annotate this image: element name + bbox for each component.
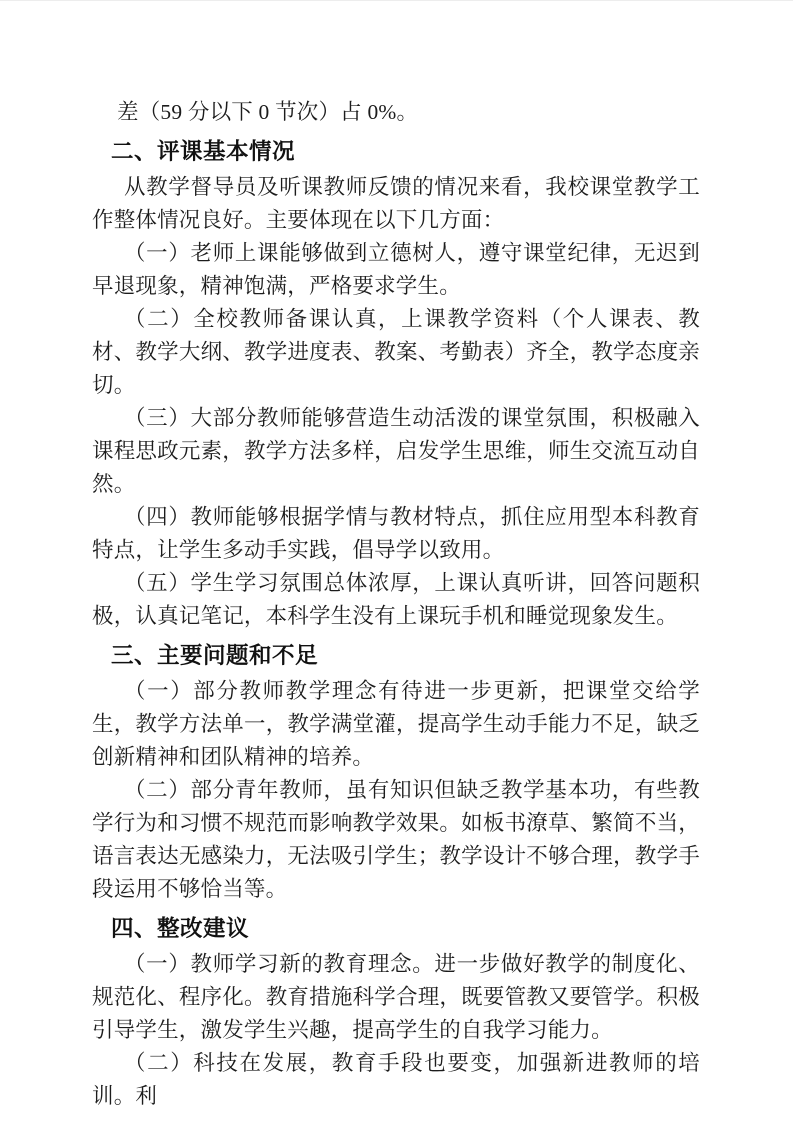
- paragraph-suggestion-2: （二）科技在发展，教育手段也要变，加强新进教师的培训。利: [92, 1051, 700, 1108]
- paragraph-score-distribution: 差（59 分以下 0 节次）占 0%。: [117, 100, 419, 124]
- section-heading-evaluation-overview: 二、评课基本情况: [111, 139, 296, 164]
- document-content: [92, 96, 700, 1113]
- paragraph-strength-3: （三）大部分教师能够营造生动活泼的课堂氛围，积极融入课程思政元素，教学方法多样，启发学生思维，师生交流互动自然。: [92, 406, 700, 496]
- paragraph-strength-4: （四）教师能够根据学情与教材特点，抓住应用型本科教育特点，让学生多动手实践，倡导学以致用。: [92, 505, 700, 562]
- section-heading-improvement-suggestions: 四、整改建议: [111, 916, 250, 941]
- paragraph-strength-5: （五）学生学习氛围总体浓厚，上课认真听讲，回答问题积极，认真记笔记，本科学生没有上课玩手机和睡觉现象发生。: [92, 571, 700, 628]
- paragraph-strength-1: （一）老师上课能够做到立德树人，遵守课堂纪律，无迟到早退现象，精神饱满，严格要求学生。: [92, 241, 700, 298]
- paragraph-problem-2: （二）部分青年教师，虽有知识但缺乏教学基本功，有些教学行为和习惯不规范而影响教学效果。如板书潦草、繁简不当，语言表达无感染力，无法吸引学生；教学设计不够合理，教学手段运用不够恰当等。: [92, 778, 700, 901]
- paragraph-overview: 从教学督导员及听课教师反馈的情况来看，我校课堂教学工作整体情况良好。主要体现在以下几方面：: [92, 175, 700, 232]
- paragraph-problem-1: （一）部分教师教学理念有待进一步更新，把课堂交给学生，教学方法单一，教学满堂灌，提高学生动手能力不足，缺乏创新精神和团队精神的培养。: [92, 679, 700, 769]
- section-heading-main-problems: 三、主要问题和不足: [111, 643, 319, 668]
- paragraph-suggestion-1: （一）教师学习新的教育理念。进一步做好教学的制度化、规范化、程序化。教育措施科学合理，既要管教又要管学。积极引导学生，激发学生兴趣，提高学生的自我学习能力。: [92, 952, 700, 1042]
- paragraph-strength-2: （二）全校教师备课认真，上课教学资料（个人课表、教材、教学大纲、教学进度表、教案、考勤表）齐全，教学态度亲切。: [92, 307, 700, 397]
